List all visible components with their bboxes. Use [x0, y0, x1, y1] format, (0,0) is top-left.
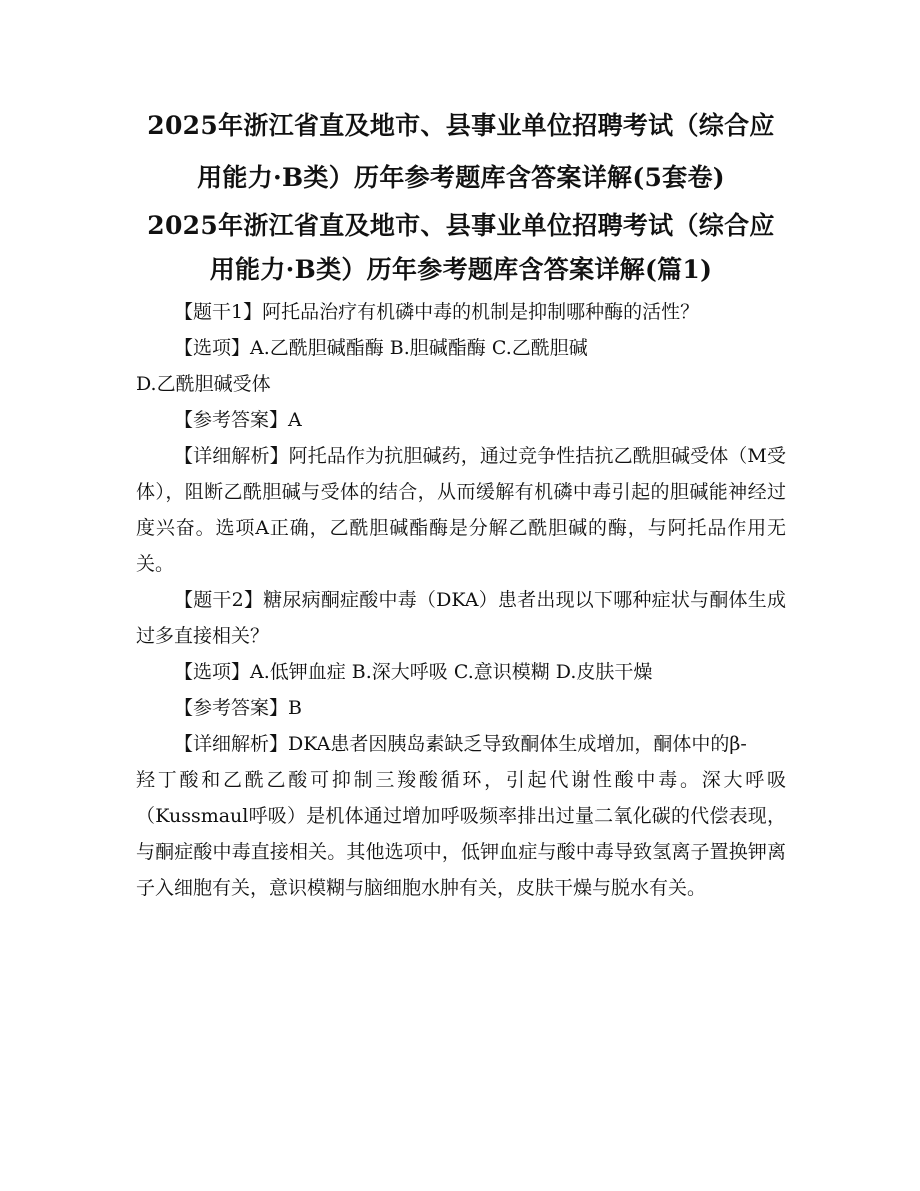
- question-2-answer: 【参考答案】B: [174, 697, 302, 719]
- question-1-explanation: 【详细解析】阿托品作为抗胆碱药，通过竞争性拮抗乙酰胆碱受体（M受体），阻断乙酰胆碱与受体的结合，从而缓解有机磷中毒引起的胆碱能神经过度兴奋。选项A正确，乙酰胆碱酯酶是分解乙酰胆碱的酶，与阿托品作用无关。: [136, 445, 786, 575]
- question-2-explanation: 【详细解析】DKA患者因胰岛素缺乏导致酮体生成增加，酮体中的β-: [174, 733, 747, 755]
- document-content: [136, 100, 786, 906]
- section-title: 2025年浙江省直及地市、县事业单位招聘考试（综合应用能力·B类）历年参考题库含答案详解(篇1): [147, 211, 775, 284]
- question-1-options-continued: D.乙酰胆碱受体: [136, 373, 271, 395]
- document-title: 2025年浙江省直及地市、县事业单位招聘考试（综合应用能力·B类）历年参考题库含答案详解(5套卷): [147, 111, 775, 192]
- question-1-stem: 【题干1】阿托品治疗有机磷中毒的机制是抑制哪种酶的活性？: [174, 301, 700, 323]
- question-2-stem: 【题干2】糖尿病酮症酸中毒（DKA）患者出现以下哪种症状与酮体生成过多直接相关？: [136, 589, 786, 647]
- question-1-answer: 【参考答案】A: [174, 409, 302, 431]
- question-2-explanation-continued: 羟丁酸和乙酰乙酸可抑制三羧酸循环，引起代谢性酸中毒。深大呼吸（Kussmaul呼吸）是机体通过增加呼吸频率排出过量二氧化碳的代偿表现，与酮症酸中毒直接相关。其他选项中，低钾血症与酸中毒导致氢离子置换钾离子入细胞有关，意识模糊与脑细胞水肿有关，皮肤干燥与脱水有关。: [136, 769, 786, 899]
- question-1-options: 【选项】A.乙酰胆碱酯酶 B.胆碱酯酶 C.乙酰胆碱: [174, 337, 588, 359]
- question-2-options: 【选项】A.低钾血症 B.深大呼吸 C.意识模糊 D.皮肤干燥: [174, 661, 653, 683]
